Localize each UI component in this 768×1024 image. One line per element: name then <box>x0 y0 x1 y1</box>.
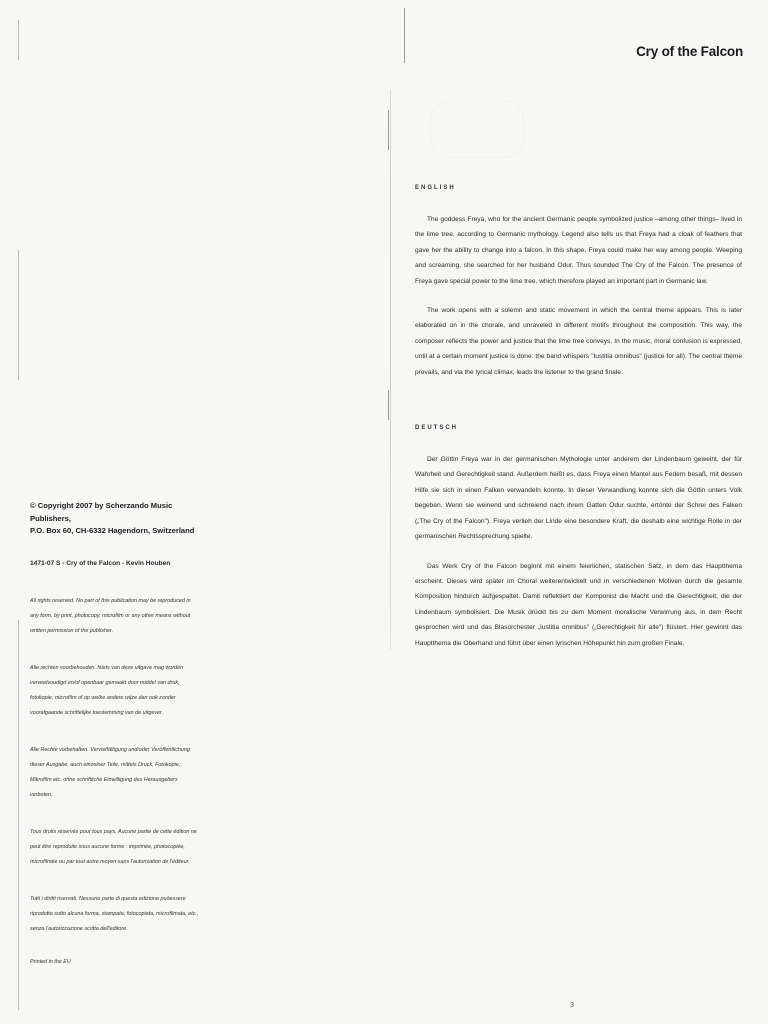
section-heading-english: ENGLISH <box>415 185 456 191</box>
watermark-logo <box>430 100 524 158</box>
english-paragraph-1: The goddess Freya, who for the ancient Germanic people symbolized justice –among other things– lived in the lime tree, according to Germanic mythology. Legend also tells us that Freya had a cloak of feathers that gave her the ability to change into a falcon. In this shape, Freya could make her way among people. Weeping and screaming, she searched for her husband Odur. Thus sounded The Cry of the Falcon. The presence of Freya gave special power to the lime tree, which therefore played an important part in Germanic law. <box>415 216 742 285</box>
deutsch-paragraph-2: Das Werk Cry of the Falcon beginnt mit einem feierlichen, statischen Satz, in dem das Hauptthema erscheint. Dieses wird später im Choral weiterentwickelt und in verschiedenen Motiven durch die gesamte Komposition hindurch aufgespaltet. Damit reflektiert der Komponist die Macht und die Gerechtigkeit, die der Lindenbaum symbolisiert. Die Musik drückt bis zu dem Moment moralische Verwirrung aus, in dem Recht gesprochen wird und das Blasorchester „Iustitia omnibus" („Gerechtigkeit für alle") flüstert. Hier gewinnt das Hauptthema die Oberhand und führt über einen lyrischen Höhepunkt hin zum großen Finale. <box>415 562 742 647</box>
imprint-column <box>30 500 200 965</box>
scan-edge-mark <box>18 20 19 60</box>
rights-english: All rights reserved. No part of this publication may be reproduced in any form, by print, photocopy, microfilm or any other means without written permission of the publisher. <box>30 597 191 634</box>
page-gutter <box>390 90 391 650</box>
copyright-notice <box>30 500 200 538</box>
scan-edge-mark <box>388 110 389 150</box>
page-title: Cry of the Falcon <box>636 44 743 59</box>
rights-french: Tous droits réservés pour tous pays. Aucune partie de cette édition ne peut être reproduite sous aucune forme : imprimée, photocopiée, microfilmée ou par tout autre moyen sans l'autorisation de l'éditeur. <box>30 828 197 865</box>
english-paragraph-2: The work opens with a solemn and static movement in which the central theme appears. This is later elaborated on in the chorale, and unraveled in different motifs throughout the composition. This way, the composer reflects the power and justice that the lime tree conveys. In the music, moral confusion is expressed, until at a certain moment justice is done: the band whispers "Iustitia omnibus" (justice for all). The central theme prevails, and via the lyrical climax, leads the listener to the grand finale. <box>415 307 742 376</box>
rights-dutch: Alle rechten voorbehouden. Niets van deze uitgave mag worden verveelvoudigd en/of openbaar gemaakt door middel van druk, fotokopie, microfilm of op welke andere wijze dan ook zonder voorafgaande schriftelijke toestemming van de uitgever. <box>30 664 184 716</box>
scan-edge-mark <box>404 8 405 63</box>
publisher-address: P.O. Box 60, CH-6332 Hagendorn, Switzerland <box>30 526 195 535</box>
rights-german: Alle Rechte vorbehalten. Vervielfältigung und/oder Veröffentlichung dieser Ausgabe, auch einzelner Teile, mittels Druck, Fotokopie, Mikrofilm etc. ohne schriftliche Einwilligung des Herausgebers verboten. <box>30 746 190 798</box>
rights-statements <box>30 594 200 937</box>
section-heading-deutsch: DEUTSCH <box>415 425 459 432</box>
scan-edge-mark <box>388 390 389 420</box>
deutsch-paragraph-1: Der Göttin Freya war in der germanischen Mythologie unter anderem der Lindenbaum geweiht, der für Wahrheit und Gerechtigkeit stand. Außerdem heißt es, dass Freya einen Mantel aus Federn besaß, mit dessen Hilfe sie sich in einen Falken verwandeln konnte. In dieser Verwandlung konnte sich die Göttin unters Volk begeben. Wenn sie weinend und schreiend nach ihrem Gatten Odur suchte, ertönte der Schrei des Falken („The Cry of the Falcon"). Freya verlieh der Linde eine besondere Kraft, die deshalb eine wichtige Rolle in der germanischen Rechtssprechung spielte. <box>415 456 742 541</box>
page-number: 3 <box>570 1002 574 1009</box>
catalog-number: 1471-07 S - Cry of the Falcon - Kevin Houben <box>30 559 171 567</box>
scan-edge-mark <box>18 250 19 380</box>
copyright-line: © Copyright 2007 by Scherzando Music Publishers, <box>30 501 173 523</box>
rights-italian: Tutti i diritti riservati. Nessuna parte di questa edizione puòessere riprodotta sotto alcuna forma, stampata, fotocopiata, microfilmata, etc., senza l'autorizzazione scritta dell'editore. <box>30 895 199 932</box>
scan-edge-mark <box>18 620 19 1010</box>
program-notes <box>415 185 742 651</box>
printed-in: Printed in the EU <box>30 958 71 965</box>
